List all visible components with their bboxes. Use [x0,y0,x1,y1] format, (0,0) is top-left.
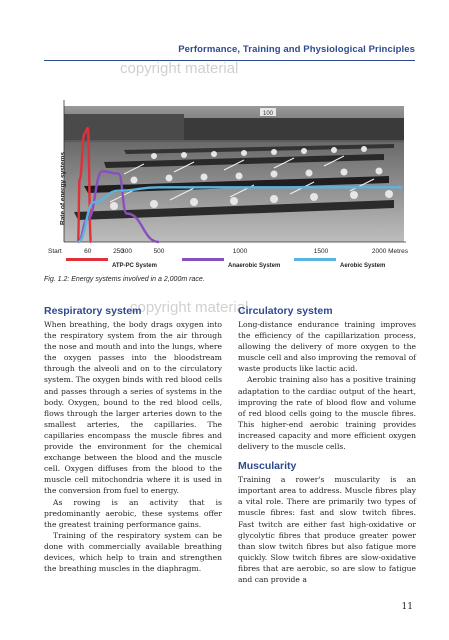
boat-sign-text: 100 [262,111,274,117]
circulatory-heading: Circulatory system [238,305,333,317]
legend-item-2 [182,258,280,269]
respiratory-heading: Respiratory system [44,305,142,317]
left-column [44,305,222,574]
circulatory-paragraph-1: Long-distance endurance training improves the efficiency of the capillarization process, allowing the delivery of more oxygen to the muscle cell and also improving the removal of waste products like lactic acid. [238,320,416,374]
header-divider [44,60,415,61]
page-number: 11 [401,602,413,612]
x-tick-label: 250 [113,248,124,255]
respiratory-paragraph-3: Training of the respiratory system can be done with commercially available breathing devices, which help to train and strengthen the breathing muscles in the diaphragm. [44,530,222,574]
x-tick-label: 60 [84,248,92,255]
x-tick-label: Start [48,248,62,255]
x-tick-label: 1000 [232,248,248,255]
muscularity-heading: Muscularity [238,460,297,473]
legend-label: Aerobic System [340,263,386,269]
legend-label: ATP-PC System [112,263,157,269]
energy-systems-figure [44,70,415,300]
legend-swatch [294,258,336,261]
header-title: Performance, Training and Physiological Principles [178,44,415,55]
legend-item-3 [294,258,385,269]
chart-y-axis-label: Rate of energy systems [59,152,67,225]
legend-swatch [66,258,108,261]
respiratory-paragraph-1: When breathing, the body drags oxygen into the respiratory system from the air through the nose and mouth and into the lungs, where the oxygen passes into the bloodstream through the alveoli and on to the circulatory system. The oxygen binds with red blood cells and passes through a series of systems in the body. Oxygen, bound to the red blood cells, flows through the larger arteries down to the smallest arteries, the capillaries. The capillaries encompass the muscle fibres and provide the environment for the chemical exchange between the blood and the muscle cell. Oxygen diffuses from the blood to the muscle cell mitochondria where it is used in the conversion from fuel to energy. [44,320,222,496]
chart-legend [66,258,385,269]
right-column [238,305,416,585]
legend-swatch [182,258,224,261]
watermark-bottom: copyright material [130,299,249,316]
x-tick-label: 2000 Metres [371,248,408,255]
legend-item-1 [66,258,157,269]
respiratory-paragraph-2: As rowing is an activity that is predominantly aerobic, these systems offer the greatest training performance gains. [44,497,222,529]
x-tick-label: 1500 [313,248,329,255]
x-tick-label: 500 [153,248,165,255]
chart-x-ticks [48,248,409,255]
watermark-top: copyright material [120,60,239,77]
muscularity-paragraph-1: Training a rower's muscularity is an important area to address. Muscle fibres play a vital role. There are primarily two types of muscle fibres: fast and slow twitch fibres. Fast twitch are either fast high-oxidative or glycolytic fibres that produce greater power than slow twitch fibres but also fatigue more quickly. Slow twitch fibres are slow-oxidative fibres that are aerobic, so are slow to fatigue and can provide a [238,475,416,584]
legend-label: Anaerobic System [228,263,281,269]
energy-systems-chart [44,70,415,270]
figure-caption: Fig. 1.2: Energy systems involved in a 2,000m race. [44,276,205,283]
x-tick-label: 300 [121,248,133,255]
circulatory-paragraph-2: Aerobic training also has a positive training adaptation to the cardiac output of the heart, improving the rate of blood flow and volume of red blood cells going to the muscle fibres. This higher-end aerobic training provides increased capacity and more efficient oxygen delivery to the muscle cells. [238,375,416,452]
